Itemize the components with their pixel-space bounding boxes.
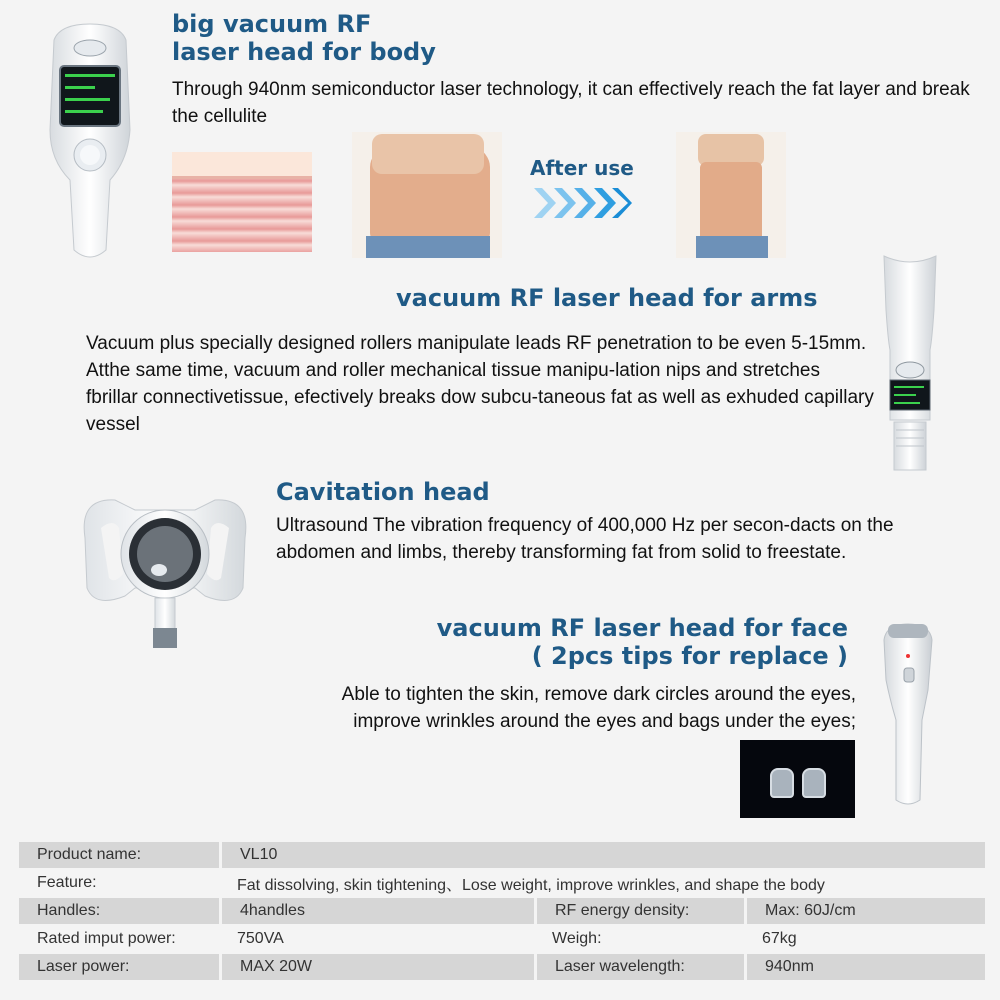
cavitation-head-description: Ultrasound The vibration frequency of 400,000 Hz per secon-dacts on the abdomen and limbs, thereby transforming fat from solid to freestate. [276, 515, 894, 563]
spec-table [19, 840, 985, 982]
product-name-label: Product name: [19, 842, 219, 868]
body-handpiece-image [40, 20, 140, 265]
face-head-description: Able to tighten the skin, remove dark circles around the eyes, improve wrinkles around the eyes and bags under the eyes; [341, 684, 856, 732]
handles-label: Handles: [19, 898, 219, 924]
skin-layer-illustration [172, 152, 312, 179]
replacement-tips-photo [740, 740, 855, 818]
body-head-description: Through 940nm semiconductor laser technology, it can effectively reach the fat layer and break the cellulite [172, 79, 970, 127]
face-handpiece-image [878, 620, 938, 810]
weigh-label: Weigh: [534, 926, 744, 952]
cavitation-head-title: Cavitation head [276, 478, 490, 506]
laser-power-value: MAX 20W [219, 954, 534, 980]
weigh-value: 67kg [744, 926, 985, 952]
after-photo [676, 132, 786, 258]
arms-handpiece-image [880, 250, 940, 475]
feature-label: Feature: [19, 870, 219, 896]
body-head-title: big vacuum RF laser head for body [172, 10, 436, 66]
table-row [19, 926, 985, 952]
laser-wavelength-label: Laser wavelength: [534, 954, 744, 980]
rated-power-value: 750VA [219, 926, 534, 952]
rated-power-label: Rated imput power: [19, 926, 219, 952]
arms-head-description: Vacuum plus specially designed rollers manipulate leads RF penetration to be even 5-15mm. Atthe same time, vacuum and roller mechanical tissue manipu-lation nips and stretches fbrillar connectivetissue, efectively breaks dow subcu-taneous fat as well as exhuded capillary vessel [86, 333, 874, 435]
cavitation-handpiece-image [75, 488, 255, 656]
before-photo [352, 132, 502, 258]
chevron-arrows-icon [532, 186, 632, 220]
arms-head-title: vacuum RF laser head for arms [396, 284, 818, 312]
product-name-value: VL10 [219, 842, 985, 868]
face-head-title: vacuum RF laser head for face ( 2pcs tips for replace ) [436, 614, 848, 670]
tip-icon [802, 768, 826, 798]
laser-power-label: Laser power: [19, 954, 219, 980]
table-row [19, 898, 985, 924]
table-row [19, 870, 985, 896]
rf-energy-value: Max: 60J/cm [744, 898, 985, 924]
table-row [19, 954, 985, 980]
feature-value: Fat dissolving, skin tightening、Lose weight, improve wrinkles, and shape the body [219, 870, 985, 896]
tip-icon [770, 768, 794, 798]
laser-wavelength-value: 940nm [744, 954, 985, 980]
table-row [19, 842, 985, 868]
rf-energy-label: RF energy density: [534, 898, 744, 924]
after-use-label: After use [530, 156, 634, 180]
handles-value: 4handles [219, 898, 534, 924]
